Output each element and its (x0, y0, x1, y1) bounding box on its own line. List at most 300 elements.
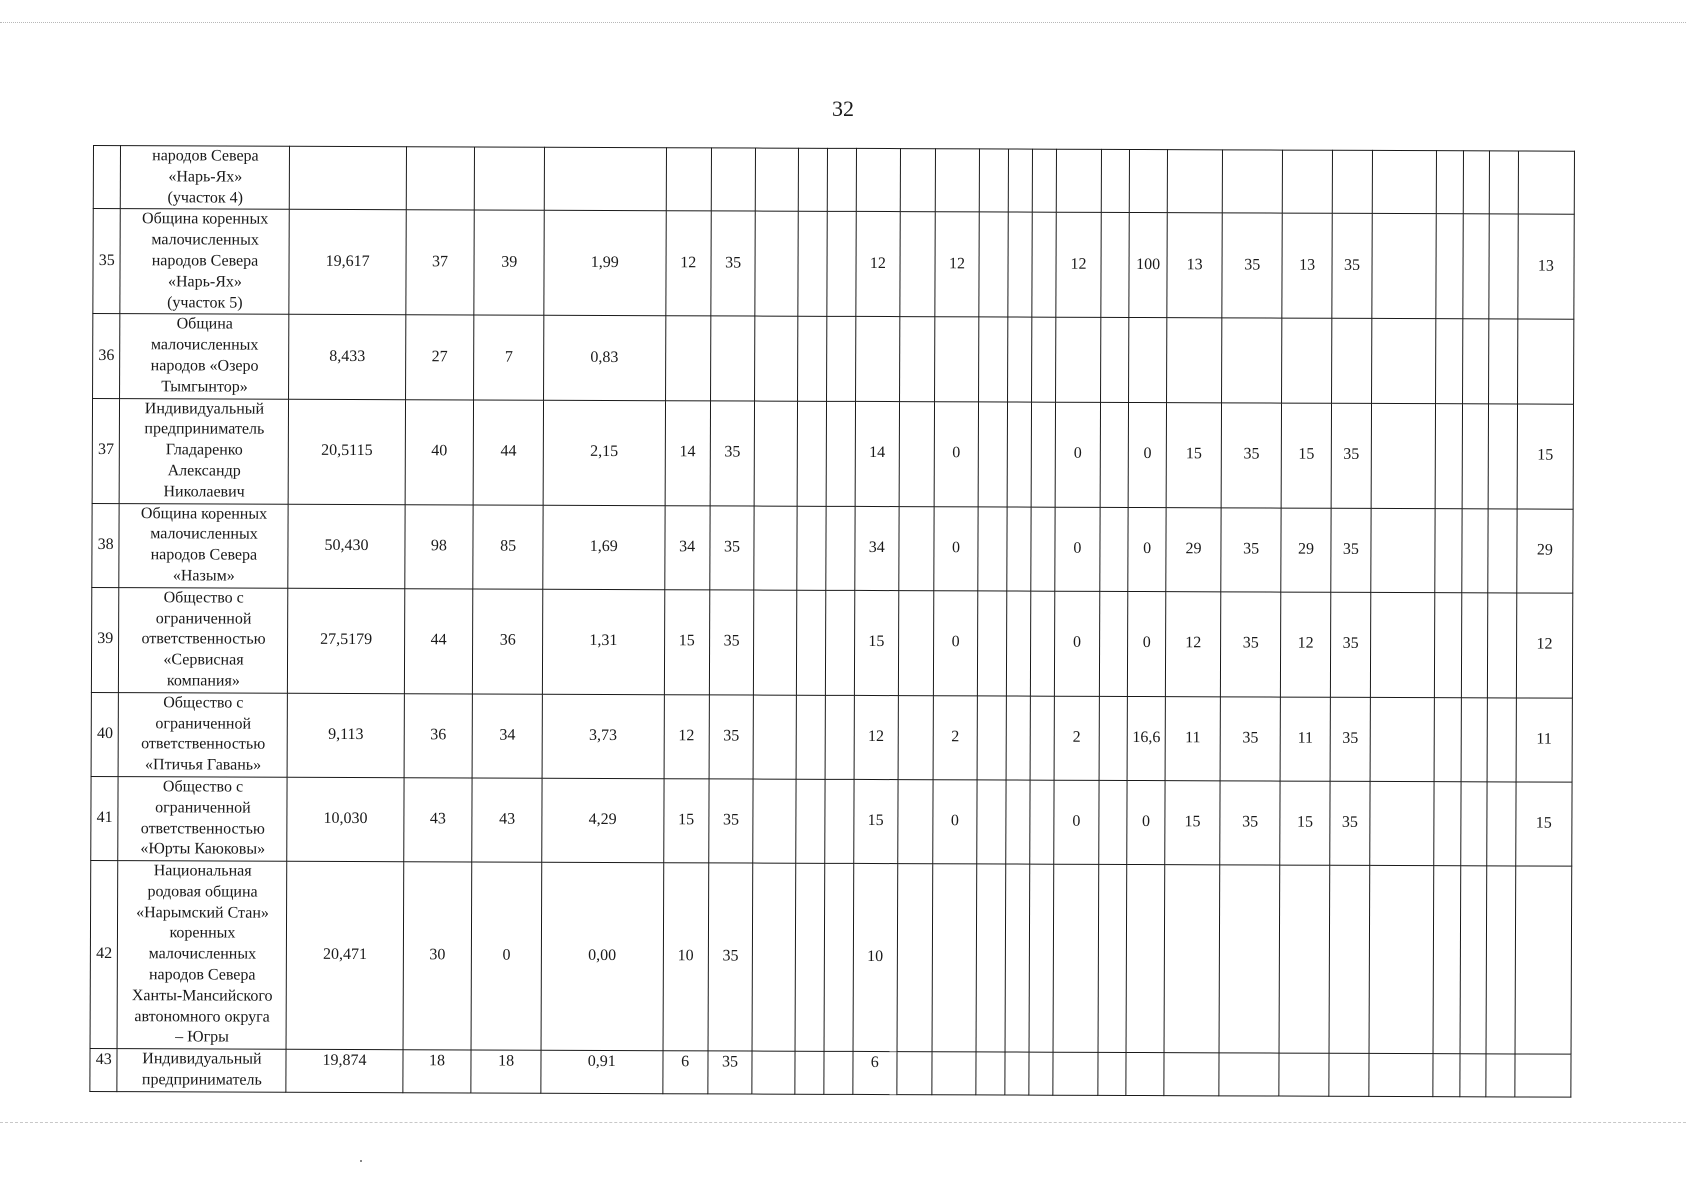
value-cell (1329, 1054, 1369, 1097)
value-cell (978, 591, 1007, 696)
value-cell (1057, 149, 1102, 213)
value-cell (1488, 593, 1517, 698)
value-cell (1515, 1054, 1571, 1097)
value-cell (897, 864, 933, 1052)
value-cell: 50,430 (288, 504, 405, 589)
value-cell (976, 1052, 1005, 1095)
value-cell (797, 401, 827, 506)
value-cell (1515, 866, 1572, 1054)
value-cell: 98 (404, 504, 473, 588)
table-row (92, 398, 1573, 509)
value-cell (899, 401, 934, 506)
value-cell (856, 148, 901, 212)
value-cell: 30 (403, 862, 472, 1050)
value-cell (1029, 1052, 1053, 1095)
organization-name-cell (119, 692, 288, 777)
organization-name-cell (120, 209, 289, 315)
value-cell (827, 317, 856, 401)
value-cell (1053, 1052, 1098, 1095)
organization-name-line: Александр (167, 462, 241, 480)
value-cell (855, 317, 900, 401)
value-cell: 0 (1055, 402, 1100, 507)
value-cell: 85 (473, 505, 543, 589)
value-cell (1031, 507, 1056, 591)
table-row (93, 314, 1574, 404)
value-cell: 6 (662, 1051, 708, 1094)
value-cell (1282, 318, 1332, 402)
value-cell (1435, 508, 1462, 592)
value-cell: 1,99 (544, 211, 666, 316)
organization-name-cell (117, 861, 287, 1050)
value-cell: 35 (1221, 507, 1282, 591)
value-cell (1006, 591, 1031, 696)
value-cell: 15 (853, 779, 898, 863)
value-cell (754, 401, 797, 506)
value-cell (796, 590, 826, 695)
value-cell (825, 695, 854, 779)
value-cell: 35 (1330, 592, 1371, 697)
value-cell (1372, 319, 1437, 403)
value-cell (753, 779, 796, 863)
value-cell: 12 (1056, 213, 1101, 318)
organization-name-line: (участок 4) (167, 188, 244, 207)
value-cell: 0 (1127, 780, 1165, 864)
value-cell (755, 211, 798, 316)
value-cell (1331, 319, 1371, 403)
value-cell: 0,83 (544, 316, 666, 401)
value-cell (824, 1052, 853, 1095)
value-cell: 0 (1055, 507, 1100, 591)
row-number-cell (93, 146, 121, 209)
value-cell: 18 (403, 1050, 472, 1093)
value-cell (710, 316, 755, 400)
value-cell (900, 149, 935, 213)
value-cell: 14 (665, 400, 711, 505)
value-cell: 35 (1332, 214, 1373, 319)
value-cell: 13 (1167, 213, 1222, 318)
value-cell (544, 147, 666, 211)
value-cell (1279, 1053, 1329, 1096)
value-cell: 6 (852, 1052, 897, 1095)
value-cell: 10 (663, 863, 709, 1051)
organization-name-line: ответственностью (141, 630, 266, 648)
value-cell (1461, 592, 1488, 697)
value-cell (406, 147, 475, 211)
value-cell (797, 212, 827, 317)
value-cell (1030, 591, 1055, 696)
value-cell (1486, 1054, 1515, 1097)
value-cell (1219, 865, 1280, 1053)
value-cell: 0 (1128, 402, 1166, 507)
value-cell: 0 (933, 780, 978, 864)
organization-name-line: автономного округа (134, 1007, 270, 1026)
value-cell: 15 (663, 779, 709, 863)
value-cell: 35 (710, 505, 755, 589)
organization-name-line: Община коренных (140, 504, 268, 523)
value-cell: 35 (1221, 402, 1282, 507)
table-row (93, 146, 1574, 215)
value-cell (1487, 782, 1516, 866)
value-cell (1370, 697, 1435, 781)
value-cell: 0 (1128, 591, 1166, 696)
value-cell: 27,5179 (288, 588, 405, 693)
value-cell: 35 (1330, 781, 1370, 865)
organization-name-line: Общество с (163, 693, 244, 712)
table-row (92, 503, 1573, 593)
value-cell (798, 148, 828, 212)
value-cell: 0,00 (541, 862, 663, 1051)
value-cell (1283, 150, 1333, 214)
organization-name-line: Общество с (162, 778, 244, 796)
value-cell (1030, 780, 1055, 864)
value-cell: 0 (1054, 780, 1099, 864)
value-cell: 15 (854, 590, 899, 695)
value-cell (1487, 698, 1516, 782)
value-cell (978, 401, 1007, 506)
value-cell (1053, 864, 1098, 1052)
value-cell (977, 696, 1006, 780)
value-cell: 35 (710, 400, 755, 505)
value-cell (711, 148, 756, 212)
value-cell (1279, 865, 1329, 1053)
value-cell: 15 (1281, 403, 1331, 508)
value-cell (1369, 866, 1434, 1054)
organization-name-line: ограниченной (155, 798, 251, 817)
value-cell (827, 148, 856, 211)
value-cell (1100, 213, 1129, 318)
value-cell (1460, 1054, 1487, 1097)
value-cell: 19,874 (286, 1050, 402, 1093)
table-row (91, 692, 1572, 782)
value-cell: 1,31 (542, 589, 664, 694)
value-cell (754, 506, 797, 590)
value-cell: 0 (471, 862, 541, 1050)
organization-name-line: компания» (166, 672, 240, 690)
value-cell: 44 (473, 400, 543, 505)
value-cell: 14 (855, 401, 900, 506)
organization-name-line: (участок 5) (167, 293, 243, 312)
row-number-cell: 40 (91, 692, 119, 776)
value-cell (1101, 149, 1130, 212)
organization-name-line: народов «Озеро (150, 357, 259, 375)
value-cell: 35 (709, 779, 754, 863)
organization-name-line: ответственностью (140, 819, 265, 838)
value-cell (932, 864, 977, 1052)
value-cell (1031, 402, 1056, 507)
value-cell (899, 317, 934, 401)
organization-name-line: ответственностью (141, 735, 266, 753)
value-cell: 18 (471, 1050, 541, 1093)
value-cell (1370, 592, 1435, 697)
value-cell: 10,030 (287, 777, 404, 862)
organization-name-line: народов Севера (152, 147, 259, 165)
value-cell (1222, 318, 1283, 402)
value-cell (794, 1051, 824, 1094)
value-cell: 12 (1166, 591, 1221, 696)
organization-name-line: «Птичья Гавань» (145, 756, 262, 774)
value-cell: 9,113 (288, 693, 405, 778)
organization-name-line: Николаевич (163, 483, 245, 501)
value-cell: 43 (403, 778, 472, 862)
value-cell (1463, 151, 1490, 214)
value-cell: 0 (933, 590, 978, 695)
value-cell: 15 (1280, 781, 1330, 865)
value-cell: 35 (708, 863, 753, 1051)
value-cell: 8,433 (289, 315, 406, 400)
value-cell (1099, 507, 1128, 591)
row-number-cell: 35 (93, 209, 121, 314)
organization-name-line: Гладаренко (165, 441, 243, 459)
organization-name-line: народов Севера (148, 966, 256, 984)
value-cell (1463, 214, 1490, 319)
value-cell (934, 317, 979, 401)
value-cell (754, 590, 797, 695)
value-cell (1489, 214, 1518, 319)
value-cell (796, 506, 826, 590)
table-body (90, 146, 1575, 1098)
row-number-cell: 36 (93, 314, 121, 398)
value-cell (1056, 318, 1101, 402)
value-cell (1098, 864, 1127, 1052)
value-cell (752, 863, 795, 1051)
value-cell (1489, 319, 1518, 403)
value-cell: 3,73 (542, 694, 664, 779)
organization-name-line: коренных (169, 924, 236, 943)
value-cell (979, 149, 1008, 212)
value-cell: 40 (405, 399, 474, 504)
value-cell (1462, 403, 1489, 508)
value-cell (825, 590, 854, 695)
organization-name-line: народов Севера (150, 546, 258, 564)
value-cell: 15 (1516, 782, 1573, 866)
value-cell (1435, 592, 1462, 697)
organization-name-line: Тымгынтор» (161, 378, 248, 396)
organization-name-line: «Нарь-Ях» (168, 168, 243, 186)
value-cell (1126, 865, 1165, 1053)
value-cell (1434, 782, 1461, 866)
row-number-cell: 43 (90, 1049, 118, 1092)
value-cell: 15 (1517, 404, 1574, 509)
value-cell (1008, 149, 1033, 212)
value-cell (976, 864, 1005, 1052)
value-cell: 43 (472, 778, 542, 862)
value-cell (290, 146, 406, 210)
table-row (90, 861, 1572, 1055)
value-cell (1099, 591, 1128, 696)
value-cell: 11 (1165, 696, 1220, 780)
value-cell: 15 (1165, 781, 1220, 865)
organization-name-line: малочисленных (150, 336, 259, 354)
value-cell: 15 (1166, 402, 1221, 507)
value-cell (1372, 150, 1437, 214)
value-cell: 29 (1281, 508, 1331, 592)
value-cell (1518, 151, 1574, 215)
value-cell (1129, 318, 1167, 402)
table-row (91, 587, 1572, 698)
value-cell (1371, 508, 1436, 592)
organization-name-cell (117, 1049, 286, 1092)
value-cell (1098, 780, 1127, 864)
value-cell (1032, 212, 1057, 317)
value-cell (899, 506, 934, 590)
value-cell: 35 (711, 211, 756, 316)
value-cell (795, 863, 825, 1051)
value-cell (797, 317, 827, 401)
organization-name-line: предприниматель (144, 420, 265, 439)
value-cell (475, 147, 545, 211)
organization-name-line: «Юрты Каюковы» (140, 840, 266, 858)
value-cell: 35 (709, 695, 754, 779)
value-cell: 0 (1055, 591, 1100, 696)
value-cell (1167, 318, 1222, 402)
value-cell (1097, 1053, 1126, 1096)
value-cell: 35 (1220, 781, 1281, 865)
value-cell: 20,5115 (289, 399, 406, 504)
value-cell: 39 (474, 210, 544, 315)
row-number-cell: 42 (90, 861, 118, 1049)
value-cell (1490, 151, 1519, 214)
value-cell (1332, 150, 1372, 214)
value-cell (1369, 1054, 1434, 1097)
value-cell (1486, 866, 1515, 1054)
value-cell (978, 506, 1007, 590)
value-cell (1005, 864, 1030, 1052)
value-cell: 2 (933, 695, 978, 779)
value-cell (1126, 1053, 1164, 1096)
value-cell (826, 506, 855, 590)
value-cell (1434, 866, 1461, 1054)
value-cell (1462, 508, 1489, 592)
value-cell (898, 695, 933, 779)
value-cell (935, 149, 980, 213)
value-cell (824, 863, 853, 1051)
organization-name-line: Общество с (163, 589, 244, 607)
value-cell (900, 212, 935, 317)
value-cell: 0,91 (541, 1050, 663, 1093)
value-cell (1167, 150, 1222, 214)
value-cell: 2 (1054, 696, 1099, 780)
value-cell: 12 (665, 211, 711, 316)
organization-name-cell (119, 503, 288, 588)
organization-name-line: «Нарымский Стан» (136, 903, 269, 922)
value-cell (1461, 697, 1488, 781)
value-cell: 0 (1128, 507, 1166, 591)
value-cell: 7 (474, 315, 544, 399)
value-cell (752, 1051, 794, 1094)
row-number-cell: 38 (92, 503, 120, 587)
value-cell (1032, 149, 1057, 212)
organization-name-line: предприниматель (141, 1071, 262, 1089)
value-cell: 100 (1129, 213, 1167, 318)
value-cell (1436, 319, 1463, 403)
value-cell (1435, 697, 1462, 781)
page-number: 32 (832, 96, 854, 121)
value-cell: 35 (1222, 213, 1283, 318)
value-cell (1370, 781, 1435, 865)
value-cell (1329, 865, 1370, 1053)
value-cell: 36 (404, 693, 473, 777)
organization-name-line: Община (176, 315, 233, 333)
value-cell (827, 212, 856, 317)
value-cell: 13 (1518, 214, 1575, 319)
organization-name-line: малочисленных (151, 231, 259, 249)
value-cell (1219, 1053, 1279, 1096)
organization-name-cell (119, 587, 288, 693)
value-cell: 35 (1220, 592, 1281, 697)
value-cell: 11 (1280, 697, 1330, 781)
value-cell: 34 (472, 694, 542, 778)
value-cell (1460, 866, 1487, 1054)
value-cell: 29 (1517, 509, 1574, 593)
table-row (90, 1049, 1571, 1097)
value-cell: 27 (405, 315, 474, 399)
organization-name-line: Ханты-Мансийского (131, 987, 273, 1005)
value-cell: 16,6 (1127, 696, 1165, 780)
organization-name-line: народов Севера (151, 252, 259, 270)
value-cell: 19,617 (289, 210, 406, 315)
value-cell: 35 (709, 590, 754, 695)
value-cell: 35 (708, 1051, 753, 1094)
table-row (93, 209, 1574, 320)
value-cell (979, 212, 1008, 317)
data-table (89, 145, 1575, 1098)
organization-name-line: малочисленных (148, 945, 257, 963)
value-cell (1433, 1054, 1460, 1097)
scan-speck (360, 1160, 362, 1162)
value-cell (825, 779, 854, 863)
value-cell: 10 (853, 864, 898, 1052)
value-cell: 34 (854, 506, 899, 590)
value-cell (1006, 696, 1031, 780)
organization-name-line: Община коренных (142, 210, 269, 229)
value-cell: 0 (934, 401, 979, 506)
value-cell: 15 (664, 589, 710, 694)
organization-name-cell (120, 314, 289, 399)
value-cell (1222, 150, 1282, 214)
value-cell (755, 316, 798, 400)
value-cell: 1,69 (543, 505, 665, 590)
value-cell: 29 (1166, 507, 1221, 591)
value-cell (1437, 151, 1464, 214)
organization-name-line: «Нарь-Ях» (167, 273, 242, 291)
value-cell (795, 779, 825, 863)
value-cell: 20,471 (286, 861, 403, 1050)
table-row (91, 776, 1572, 866)
value-cell (1129, 149, 1167, 213)
value-cell: 35 (1331, 403, 1372, 508)
value-cell (1030, 696, 1055, 780)
value-cell: 35 (1331, 508, 1371, 592)
organization-name-line: «Назым» (172, 567, 235, 585)
value-cell: 12 (1281, 592, 1331, 697)
value-cell (1461, 782, 1488, 866)
value-cell (1005, 1052, 1029, 1095)
value-cell (1032, 317, 1057, 401)
value-cell (1462, 319, 1489, 403)
value-cell (1029, 864, 1054, 1052)
value-cell: 12 (935, 212, 980, 317)
value-cell (1372, 214, 1437, 319)
value-cell (1100, 318, 1129, 402)
value-cell (666, 148, 712, 212)
organization-name-line: Индивидуальный (142, 1050, 262, 1068)
value-cell (796, 695, 826, 779)
scan-edge-bottom (0, 1122, 1686, 1123)
value-cell (1005, 780, 1030, 864)
organization-name-line: ограниченной (155, 714, 252, 733)
value-cell (898, 590, 933, 695)
value-cell (1436, 403, 1463, 508)
